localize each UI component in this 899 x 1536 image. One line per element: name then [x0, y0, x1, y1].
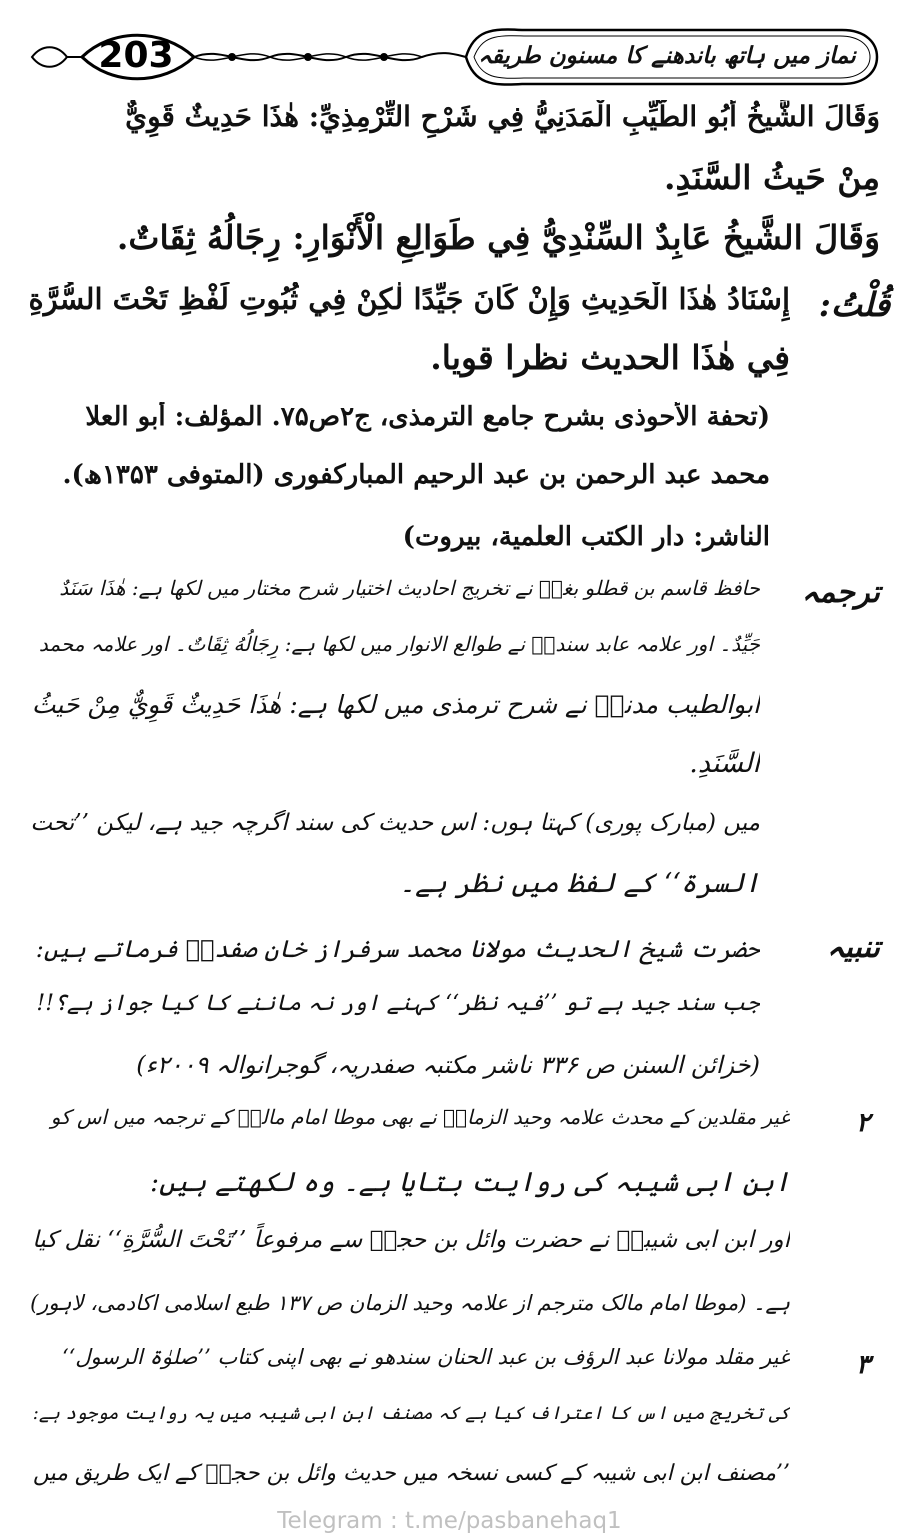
tanbeeh-citation: (خزائن السنن ص ۳۳۶ ناشر مکتبہ صفدریہ، گوجرانوالہ ۲۰۰۹ء)	[136, 1051, 760, 1079]
tarjuma-line: ابوالطیب مدنیؒ نے شرح ترمذی میں لکھا ہے: هٰذَا حَدِيثٌ قَوِيٌّ مِنْ حَيثُ	[31, 690, 760, 719]
tarjuma-label: ترجمہ	[801, 575, 880, 610]
tarjuma-paragraph	[30, 576, 760, 796]
qultu-line: فِي هٰذَا الحديث نظرا قويا.	[430, 338, 790, 377]
point-2-line: ہے۔ (موطا امام مالک مترجم از علامہ وحید الزمان ص ۱۳۷ طبع اسلامی اکادمی، لاہور)	[30, 1291, 790, 1315]
point-3-line: کی تخریج میں اس کا اعتراف کیا ہے کہ مصنف ابن ابی شیبہ میں یہ روایت موجود ہے:	[32, 1403, 790, 1424]
arabic-quote	[110, 100, 880, 270]
mubarakpuri-paragraph	[30, 810, 760, 920]
point-2-paragraph	[30, 1105, 790, 1345]
tanbeeh-paragraph	[30, 935, 760, 1095]
arabic-quote-line: وَقَالَ الشَّيخُ أَبُو الطَّيِّبِ الْمَدَنِيُّ فِي شَرْحِ التِّرْمِذِيِّ: هٰذَا حَدِيثٌ قَوِيٌّ	[125, 100, 880, 133]
page-number: 203	[98, 35, 174, 76]
page-header	[22, 24, 882, 90]
point-2-line: اور ابن ابی شیبہؒ نے حضرت وائل بن حجرؓ سے مرفوعاً ’’تَحْتَ السُّرَّةِ‘‘ نقل کیا	[32, 1227, 790, 1253]
point-2-line: ابن ابی شیبہ کی روایت بتایا ہے۔ وہ لکھتے ہیں:	[149, 1167, 790, 1198]
telegram-watermark: Telegram : t.me/pasbanehaq1	[277, 1508, 622, 1534]
qultu-line: إِسْنَادُ هٰذَا الْحَدِيثِ وَإِنْ كَانَ جَيِّدًا لٰكِنْ فِي ثُبُوتِ لَفْظِ تَحْتَ السُّرَّةِ	[28, 282, 790, 316]
point-2-line: غیر مقلدین کے محدث علامہ وحید الزمانؒ نے بھی موطا امام مالکؒ کے ترجمہ میں اس کو	[50, 1105, 790, 1129]
citation-line: (تحفة الأحوذی بشرح جامع الترمذی، ج۲ص۷۵. المؤلف: أبو العلا	[85, 402, 770, 432]
tarjuma-line: حافظ قاسم بن قطلو بغاؒ نے تخریج احادیث اختیار شرح مختار میں لکھا ہے: هٰذَا سَنَدٌ	[59, 576, 760, 600]
citation-line: محمد عبد الرحمن بن عبد الرحیم المبارکفوری (المتوفی ۱۳۵۳ھ).	[62, 460, 770, 490]
tanbeeh-line: حضرت شیخ الحدیث مولانا محمد سرفراز خان صفدرؒ فرماتے ہیں:	[35, 935, 760, 963]
qultu-paragraph	[20, 282, 790, 392]
qultu-label: قُلْتُ:	[818, 285, 890, 324]
point-3-line: ’’مصنف ابن ابی شیبہ کے کسی نسخہ میں حدیث وائل بن حجرؓ کے ایک طریق میں	[32, 1461, 790, 1486]
tanbeeh-label: تنبیہ	[826, 930, 880, 965]
citation-line: الناشر: دار الکتب العلمیة، بیروت)	[402, 522, 770, 552]
mubarakpuri-line: السرۃ‘‘ کے لفظ میں نظر ہے۔	[399, 868, 760, 899]
citation	[30, 402, 770, 562]
running-title: نماز میں ہاتھ باندھنے کا مسنون طریقہ	[478, 42, 856, 69]
mubarakpuri-line: میں (مبارک پوری) کہتا ہوں: اس حدیث کی سند اگرچہ جید ہے، لیکن ’’تحت	[30, 810, 760, 836]
tarjuma-line: السَّنَدِ.	[689, 748, 760, 779]
point-3-paragraph	[30, 1345, 790, 1515]
arabic-quote-line: وَقَالَ الشَّيخُ عَابِدٌ السِّنْدِيُّ فِي طَوَالِعِ الْأَنْوَارِ: رِجَالُهُ ثِقَاتٌ.	[116, 218, 880, 257]
point-3-number: ۳	[856, 1350, 870, 1380]
point-2-number: ۲	[856, 1108, 870, 1138]
point-3-line: غیر مقلد مولانا عبد الرؤف بن عبد الحنان سندھو نے بھی اپنی کتاب ’’صلوٰۃ الرسول‘‘	[61, 1345, 790, 1369]
tanbeeh-line: جب سند جید ہے تو ’’فیہ نظر‘‘ کہنے اور نہ ماننے کا کیا جواز ہے؟!!	[36, 991, 760, 1016]
tarjuma-line: جَيِّدٌ۔ اور علامہ عابد سندیؒ نے طوالع الانوار میں لکھا ہے: رِجَالُهُ ثِقَاتٌ۔ اور علامہ محمد	[38, 632, 760, 656]
arabic-quote-line: مِنْ حَيثُ السَّنَدِ.	[664, 158, 880, 197]
